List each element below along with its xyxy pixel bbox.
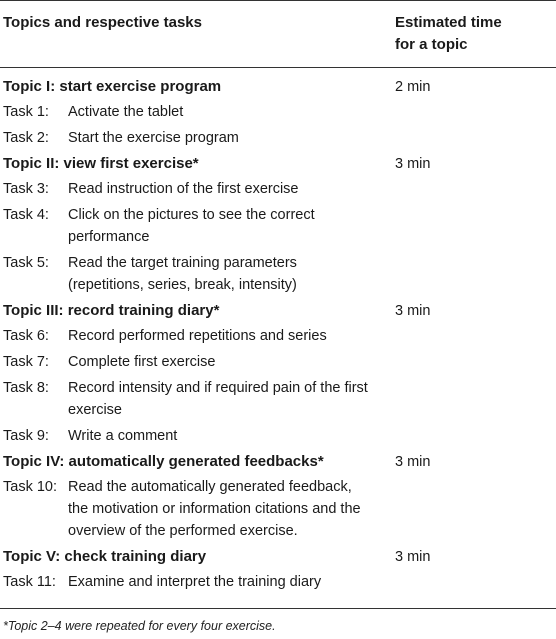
column-header-time-line1: Estimated time [395, 14, 502, 31]
task-description-line: Write a comment [68, 428, 178, 444]
task-description-line: Record intensity and if required pain of the first [68, 380, 368, 396]
task-description-line: Read the automatically generated feedback, [68, 479, 352, 495]
task-description [68, 351, 388, 373]
topic-title: Topic V: check training diary [3, 548, 207, 565]
topic-time: 3 min [395, 549, 431, 565]
task-description-line: Start the exercise program [68, 130, 239, 146]
task-description [68, 325, 388, 347]
topic-time: 3 min [395, 303, 431, 319]
task-description-line: Read instruction of the first exercise [68, 181, 299, 197]
task-label: Task 2: [3, 130, 49, 146]
task-description-line: (repetitions, series, break, intensity) [68, 277, 297, 293]
task-description-line: Click on the pictures to see the correct [68, 207, 315, 223]
column-header-time-line2: for a topic [395, 36, 468, 53]
task-label: Task 6: [3, 328, 49, 344]
topic-title: Topic III: record training diary* [3, 302, 220, 319]
task-description-line: Examine and interpret the training diary [68, 574, 322, 590]
task-label: Task 3: [3, 181, 49, 197]
column-header-time [395, 12, 555, 56]
task-description-line: exercise [68, 402, 122, 418]
task-description-line: Complete first exercise [68, 354, 216, 370]
task-description [68, 204, 388, 248]
task-description [68, 178, 388, 200]
top-rule [0, 0, 556, 1]
task-description [68, 101, 388, 123]
task-description-line: performance [68, 229, 150, 245]
task-description-line: overview of the performed exercise. [68, 523, 298, 539]
footnote: *Topic 2–4 were repeated for every four exercise. [3, 619, 276, 633]
task-description-line: Read the target training parameters [68, 255, 297, 271]
topic-title: Topic I: start exercise program [3, 78, 222, 95]
task-label: Task 7: [3, 354, 49, 370]
task-description-line: Activate the tablet [68, 104, 184, 120]
task-label: Task 8: [3, 380, 49, 396]
task-description [68, 476, 388, 542]
topic-time: 3 min [395, 156, 431, 172]
task-description [68, 377, 388, 421]
task-description [68, 425, 388, 447]
header-rule [0, 67, 556, 68]
topic-time: 3 min [395, 454, 431, 470]
task-description [68, 252, 388, 296]
task-label: Task 1: [3, 104, 49, 120]
bottom-rule [0, 608, 556, 609]
column-header-topics: Topics and respective tasks [3, 14, 202, 31]
task-description [68, 127, 388, 149]
topic-time: 2 min [395, 79, 431, 95]
task-label: Task 9: [3, 428, 49, 444]
task-description-line: Record performed repetitions and series [68, 328, 327, 344]
task-label: Task 11: [3, 574, 56, 590]
topic-title: Topic II: view first exercise* [3, 155, 199, 172]
task-description [68, 571, 388, 593]
task-label: Task 5: [3, 255, 49, 271]
task-label: Task 10: [3, 479, 57, 495]
topic-title: Topic IV: automatically generated feedbacks* [3, 453, 324, 470]
task-label: Task 4: [3, 207, 49, 223]
task-description-line: the motivation or information citations and the [68, 501, 361, 517]
